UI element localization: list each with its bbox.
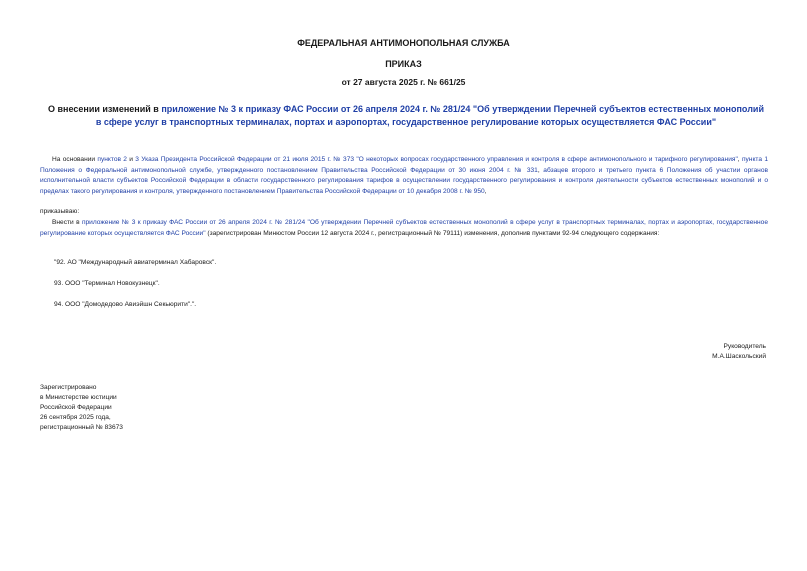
- basis-link-2[interactable]: 3 Указа Президента Российской Федерации от 21 июля 2015 г. № 373 "О некоторых вопросах государственного управления и контроля в сфере антимонопольного и тарифного регулирования": [135, 156, 738, 163]
- document-date-number: от 27 августа 2025 г. № 661/25: [341, 77, 466, 87]
- signature-block: [712, 342, 766, 362]
- basis-sep-2: ,: [537, 166, 544, 174]
- registration-block: [40, 383, 123, 433]
- list-item: "92. АО "Международный авиатерминал Хабаровск".: [54, 259, 217, 266]
- signer-title: Руководитель: [723, 343, 766, 350]
- basis-prefix: На основании: [52, 156, 98, 163]
- document-subject: [46, 103, 766, 129]
- amend-suffix: (зарегистрирован Минюстом России 12 августа 2024 г., регистрационный № 79111) изменения, дополнив пунктами 92-94 следующего содержания:: [205, 229, 660, 237]
- basis-sep-1: ,: [737, 156, 742, 163]
- basis-paragraph: [40, 155, 768, 197]
- list-item: 93. ООО "Терминал Новокузнецк".: [54, 280, 160, 287]
- registration-line: регистрационный № 83673: [40, 424, 123, 431]
- amendment-paragraph: [40, 218, 768, 239]
- basis-link-1[interactable]: пунктов 2: [97, 156, 127, 163]
- basis-and: и: [126, 156, 136, 163]
- order-word: приказываю:: [40, 208, 80, 215]
- list-item: 94. ООО "Домодедово Авиэйшн Секьюрити".".: [54, 301, 197, 308]
- basis-link-4[interactable]: абзацев второго и третьего пункта 6 Положения об участии органов исполнительной власти субъектов Российской Федерации в области государственного регулирования тарифов в осуществлении государственного регулирования и контроля деятельности субъектов естественных монополий и о пределах такого регулирования и контроля, утвержденного постановлением Правительства Российской Федерации от 10 декабря 2008 г. № 950: [40, 166, 768, 195]
- signer-name: М.А.Шаскольский: [712, 353, 766, 360]
- registration-line: Российской Федерации: [40, 404, 112, 411]
- registration-line: Зарегистрировано: [40, 384, 97, 391]
- subject-prefix: О внесении изменений в: [48, 104, 162, 114]
- amend-prefix: Внести в: [52, 219, 82, 226]
- subject-link[interactable]: приложение № 3 к приказу ФАС России от 26 апреля 2024 г. № 281/24 "Об утверждении Перечней субъектов естественных монополий в сфере услуг в транспортных терминалах, портах и аэропортах, государственное регулирование которых осуществляется ФАС России": [95, 104, 764, 127]
- basis-suffix: ,: [484, 187, 487, 195]
- registration-line: 26 сентября 2025 года,: [40, 414, 111, 421]
- document-type: ПРИКАЗ: [385, 59, 422, 69]
- agency-name: ФЕДЕРАЛЬНАЯ АНТИМОНОПОЛЬНАЯ СЛУЖБА: [297, 38, 510, 48]
- amend-link[interactable]: приложение № 3 к приказу ФАС России от 26 апреля 2024 г. № 281/24 "Об утверждении Перечней субъектов естественных монополий в сфере услуг в транспортных терминалах, портах и аэропортах, государственное регулирование которых осуществляется ФАС России": [40, 219, 769, 237]
- registration-line: в Министерстве юстиции: [40, 394, 117, 401]
- basis-link-3[interactable]: пункта 1 Положения о Федеральной антимонопольной службе, утвержденного постановлением Правительства Российской Федерации от 30 июня 2004 г. № 331: [40, 156, 768, 174]
